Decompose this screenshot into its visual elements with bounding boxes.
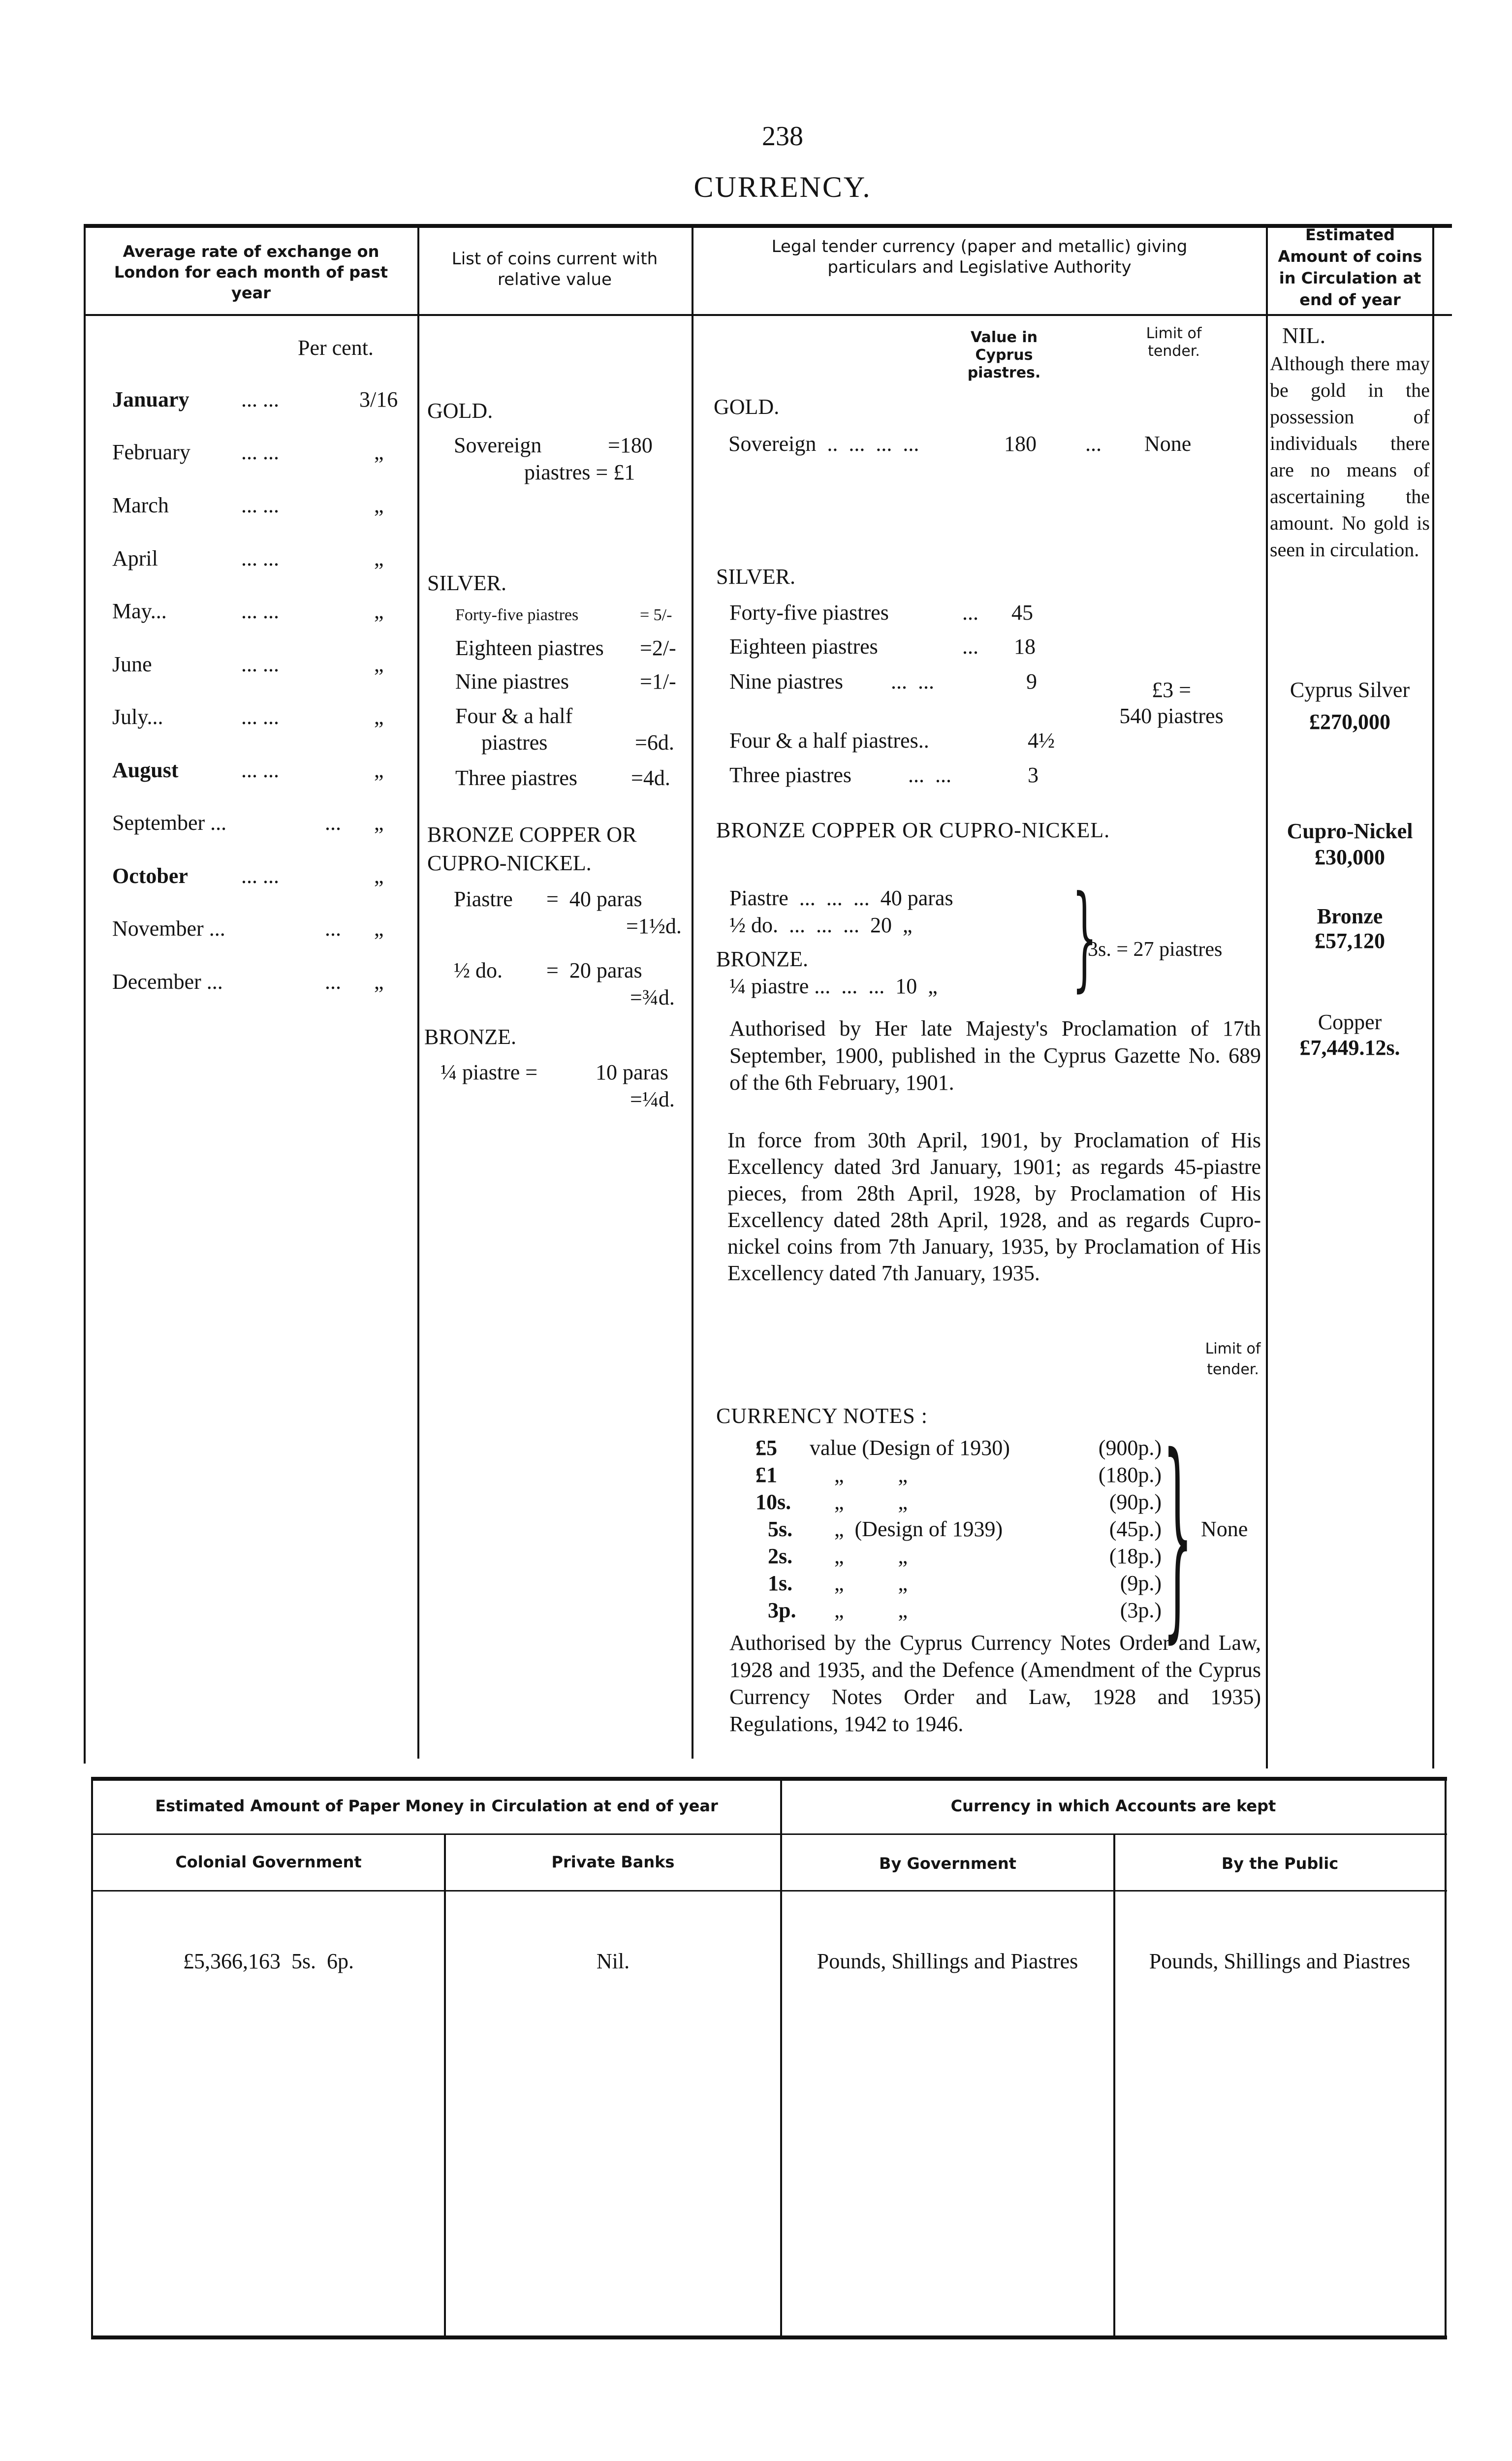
lt-silver-dots: ...	[962, 634, 978, 659]
note-value: (90p.)	[1109, 1490, 1162, 1514]
col-by-public: By the Public	[1221, 1854, 1339, 1873]
col-divider-1	[84, 228, 86, 1764]
lt-silver-limit2: 540 piastres	[1119, 704, 1224, 728]
lt-silver-row: Four & a half piastres..	[729, 728, 929, 753]
month-dots: ... ...	[241, 440, 279, 464]
coins-bronze-heading: BRONZE.	[424, 1025, 516, 1049]
month-name: September ...	[112, 811, 227, 835]
note-denomination: 5s.	[768, 1517, 793, 1541]
month-rate: „	[374, 705, 384, 729]
val-by-government: Pounds, Shillings and Piastres	[817, 1949, 1078, 1973]
per-cent-label: Per cent.	[298, 336, 374, 360]
circ-silver-amount: £270,000	[1309, 710, 1390, 734]
lt-sovereign: Sovereign .. ... ... ...	[728, 432, 919, 456]
coins-silver-value: =1/-	[640, 669, 676, 694]
note-denomination: £1	[756, 1463, 777, 1487]
coins-sovereign: Sovereign	[454, 433, 542, 457]
note-value: (9p.)	[1120, 1571, 1162, 1595]
coins-sovereign-value: =180	[608, 433, 653, 457]
month-dots: ... ...	[241, 705, 279, 729]
note-denomination: 1s.	[768, 1571, 793, 1595]
month-rate: „	[374, 864, 384, 888]
bottom-col-divider-1	[444, 1835, 446, 2337]
col-by-government: By Government	[879, 1854, 1016, 1873]
month-name: April	[112, 546, 158, 570]
lt-silver-row: Three piastres	[729, 763, 851, 787]
coins-silver-row: Four & a half	[455, 704, 573, 728]
coins-silver-row: Forty-five piastres	[455, 606, 579, 624]
coins-quarter-value: 10 paras	[596, 1060, 668, 1084]
note-denomination: 3p.	[768, 1598, 796, 1622]
circ-note	[1270, 350, 1430, 563]
note-value: (18p.)	[1109, 1544, 1162, 1568]
bottom-table-top-rule	[91, 1777, 1447, 1781]
month-name: June	[112, 652, 152, 676]
month-rate: „	[374, 916, 384, 941]
bottom-col-right	[1445, 1779, 1447, 2338]
lt-bronze-copper-heading: BRONZE COPPER OR CUPRO-NICKEL.	[716, 818, 1110, 842]
note-value: (900p.)	[1098, 1436, 1162, 1460]
note-denomination: 10s.	[756, 1490, 791, 1514]
circ-nil: NIL.	[1282, 323, 1326, 348]
lt-silver-value: 4½	[1028, 728, 1055, 753]
lt-authorised-2	[729, 1629, 1261, 1737]
copper-brace-icon: }	[1072, 872, 1098, 1003]
month-dots: ... ...	[241, 652, 279, 676]
lt-half-row: ½ do. ... ... ... 20 „	[729, 913, 913, 937]
coins-quarter: ¼ piastre =	[441, 1060, 538, 1084]
month-dots: ... ...	[241, 864, 279, 888]
page-title: CURRENCY.	[693, 171, 872, 203]
lt-silver-row: Nine piastres	[729, 669, 843, 694]
note-value: (180p.)	[1098, 1463, 1162, 1487]
col-divider-2	[417, 228, 419, 1759]
circ-silver-label: Cyprus Silver	[1290, 678, 1410, 702]
note-description: „ „	[834, 1490, 908, 1514]
table-top-rule	[84, 224, 1452, 228]
circ-cupro-label: Cupro-Nickel	[1287, 819, 1413, 843]
value-in-piastres-header: Value in Cyprus piastres.	[967, 329, 1041, 381]
lt-silver-value: 45	[1011, 600, 1033, 625]
paper-money-header: Estimated Amount of Paper Money in Circulation at end of year	[155, 1797, 718, 1815]
lt-sovereign-limit: None	[1144, 432, 1192, 456]
note-description: value (Design of 1930)	[810, 1436, 1010, 1460]
coins-silver-row: piastres	[481, 730, 548, 755]
col-colonial-government: Colonial Government	[175, 1853, 362, 1871]
month-rate: „	[374, 652, 384, 676]
month-name: December ...	[112, 970, 223, 994]
circ-note-text: Although there may be gold in the possession of individuals there are no means of ascertaining the amount. No gold is seen in circulation.	[1270, 352, 1430, 561]
page-number: 238	[762, 121, 803, 152]
coins-half-do-value2: =¾d.	[630, 985, 675, 1010]
header-bottom-rule	[84, 314, 1452, 316]
month-name: October	[112, 864, 188, 888]
bottom-col-divider-3	[1113, 1835, 1115, 2337]
notes-brace-icon: }	[1163, 1410, 1193, 1662]
notes-limit: None	[1201, 1517, 1248, 1541]
circ-bronze-label: Bronze	[1317, 904, 1383, 928]
coins-silver-value: =6d.	[635, 730, 674, 755]
note-denomination: £5	[756, 1436, 777, 1460]
month-name: March	[112, 493, 169, 517]
circ-copper-label: Copper	[1318, 1010, 1382, 1034]
note-description: „ „	[834, 1571, 908, 1595]
coins-half-do: ½ do.	[454, 958, 503, 982]
coins-piastre: Piastre	[454, 887, 513, 911]
coins-gold-heading: GOLD.	[427, 399, 493, 423]
month-dots: ... ...	[241, 387, 279, 411]
coins-quarter-value2: =¼d.	[630, 1087, 675, 1111]
coins-half-do-value: = 20 paras	[546, 958, 642, 982]
month-rate: „	[374, 970, 384, 994]
lt-silver-dots: ...	[962, 600, 978, 625]
note-description: „ „	[834, 1463, 908, 1487]
month-name: July...	[112, 705, 163, 729]
month-dots: ...	[325, 811, 341, 835]
lt-gold-heading: GOLD.	[714, 395, 780, 419]
lt-authorised-1-text: Authorised by Her late Majesty's Proclamation of 17th September, 1900, published in the Cyprus Gazette No. 689 of the 6th February, 1901.	[729, 1016, 1261, 1095]
header-circulation: Estimated Amount of coins in Circulation at end of year	[1278, 225, 1422, 309]
coins-silver-row: Eighteen piastres	[455, 636, 604, 660]
header-coins: List of coins current with relative value	[451, 249, 658, 289]
lt-silver-dots: ... ...	[908, 763, 951, 787]
month-rate: 3/16	[359, 387, 398, 411]
lt-sovereign-value: 180	[1004, 432, 1037, 456]
lt-in-force-text: In force from 30th April, 1901, by Proclamation of His Excellency dated 3rd January, 1901; as regards 45-piastre pieces, from 28th April, 1928, by Proclamation of His Excellency dated 28th April, 1928, and as regards Cupro-nickel coins from 7th January, 1935, by Proclamation of His Excellency dated 7th January, 1935.	[727, 1128, 1261, 1285]
note-value: (3p.)	[1120, 1598, 1162, 1622]
val-by-public: Pounds, Shillings and Piastres	[1149, 1949, 1411, 1973]
col-divider-3	[692, 228, 693, 1759]
notes-heading: CURRENCY NOTES :	[716, 1404, 928, 1428]
note-description: „ „	[834, 1598, 908, 1622]
lt-sovereign-dots: ...	[1085, 432, 1102, 456]
coins-bronze-copper-heading: BRONZE COPPER OR CUPRO-NICKEL.	[427, 822, 637, 875]
note-value: (45p.)	[1109, 1517, 1162, 1541]
note-description: „ „	[834, 1544, 908, 1568]
lt-authorised-2-text: Authorised by the Cyprus Currency Notes Order and Law, 1928 and 1935, and the Defence (Amendment of the Cyprus Currency Notes Order and Law, 1928 and 1935) Regulations, 1942 to 1946.	[729, 1631, 1261, 1736]
lt-authorised-1	[729, 1015, 1261, 1096]
coins-silver-heading: SILVER.	[427, 571, 506, 595]
coins-silver-value: =4d.	[631, 766, 670, 790]
col-private-banks: Private Banks	[551, 1853, 675, 1871]
header-legal-tender: Legal tender currency (paper and metallic) giving particulars and Legislative Authority	[771, 237, 1188, 277]
val-private: Nil.	[596, 1949, 630, 1973]
coins-piastre-value2: =1½d.	[626, 914, 682, 938]
month-dots: ... ...	[241, 758, 279, 782]
month-dots: ... ...	[241, 493, 279, 517]
lt-copper-limit: 3s. = 27 piastres	[1088, 938, 1223, 961]
coins-silver-value: = 5/-	[640, 606, 672, 624]
accounts-header: Currency in which Accounts are kept	[950, 1797, 1276, 1815]
month-dots: ... ...	[241, 546, 279, 570]
month-name: February	[112, 440, 190, 464]
coins-silver-row: Nine piastres	[455, 669, 569, 694]
circ-bronze-amount: £57,120	[1315, 929, 1385, 953]
month-name: January	[112, 387, 189, 411]
lt-silver-row: Eighteen piastres	[729, 634, 878, 659]
bottom-table-mid-rule	[91, 1833, 1447, 1835]
lt-limit-of-tender-label: Limit of tender.	[1205, 1340, 1261, 1378]
month-name: November ...	[112, 916, 225, 941]
coins-silver-value: =2/-	[640, 636, 676, 660]
lt-silver-limit: £3 =	[1152, 678, 1191, 702]
lt-silver-value: 18	[1014, 634, 1036, 659]
coins-piastre-value: = 40 paras	[546, 887, 642, 911]
circ-copper-amount: £7,449.12s.	[1299, 1036, 1400, 1060]
lt-silver-dots: ... ...	[891, 669, 934, 694]
month-rate: „	[374, 493, 384, 517]
lt-silver-value: 9	[1026, 669, 1037, 694]
month-name: May...	[112, 599, 167, 623]
lt-piastre-row: Piastre ... ... ... 40 paras	[729, 886, 953, 910]
lt-in-force	[727, 1127, 1261, 1287]
month-dots: ...	[325, 916, 341, 941]
col-divider-4	[1266, 228, 1268, 1768]
lt-quarter-row: ¼ piastre ... ... ... 10 „	[729, 974, 938, 998]
circ-cupro-amount: £30,000	[1315, 845, 1385, 869]
bottom-table-bottom-rule	[91, 2335, 1447, 2339]
lt-silver-value: 3	[1028, 763, 1039, 787]
lt-silver-heading: SILVER.	[716, 565, 795, 589]
month-name: August	[112, 758, 179, 782]
month-rate: „	[374, 599, 384, 623]
month-dots: ...	[325, 970, 341, 994]
limit-of-tender-header: Limit of tender.	[1146, 325, 1202, 360]
month-dots: ... ...	[241, 599, 279, 623]
coins-sovereign-value2: piastres = £1	[524, 460, 635, 484]
lt-silver-row: Forty-five piastres	[729, 600, 889, 625]
month-rate: „	[374, 440, 384, 464]
month-rate: „	[374, 811, 384, 835]
note-denomination: 2s.	[768, 1544, 793, 1568]
lt-bronze-heading: BRONZE.	[716, 947, 808, 971]
coins-silver-row: Three piastres	[455, 766, 577, 790]
note-description: „ (Design of 1939)	[834, 1517, 1003, 1541]
bottom-table-sub-rule	[91, 1890, 1447, 1892]
col-divider-5	[1432, 228, 1434, 1768]
month-rate: „	[374, 758, 384, 782]
month-rate: „	[374, 546, 384, 570]
val-colonial: £5,366,163 5s. 6p.	[183, 1949, 354, 1973]
header-exchange: Average rate of exchange on London for each month of past year	[114, 242, 388, 302]
